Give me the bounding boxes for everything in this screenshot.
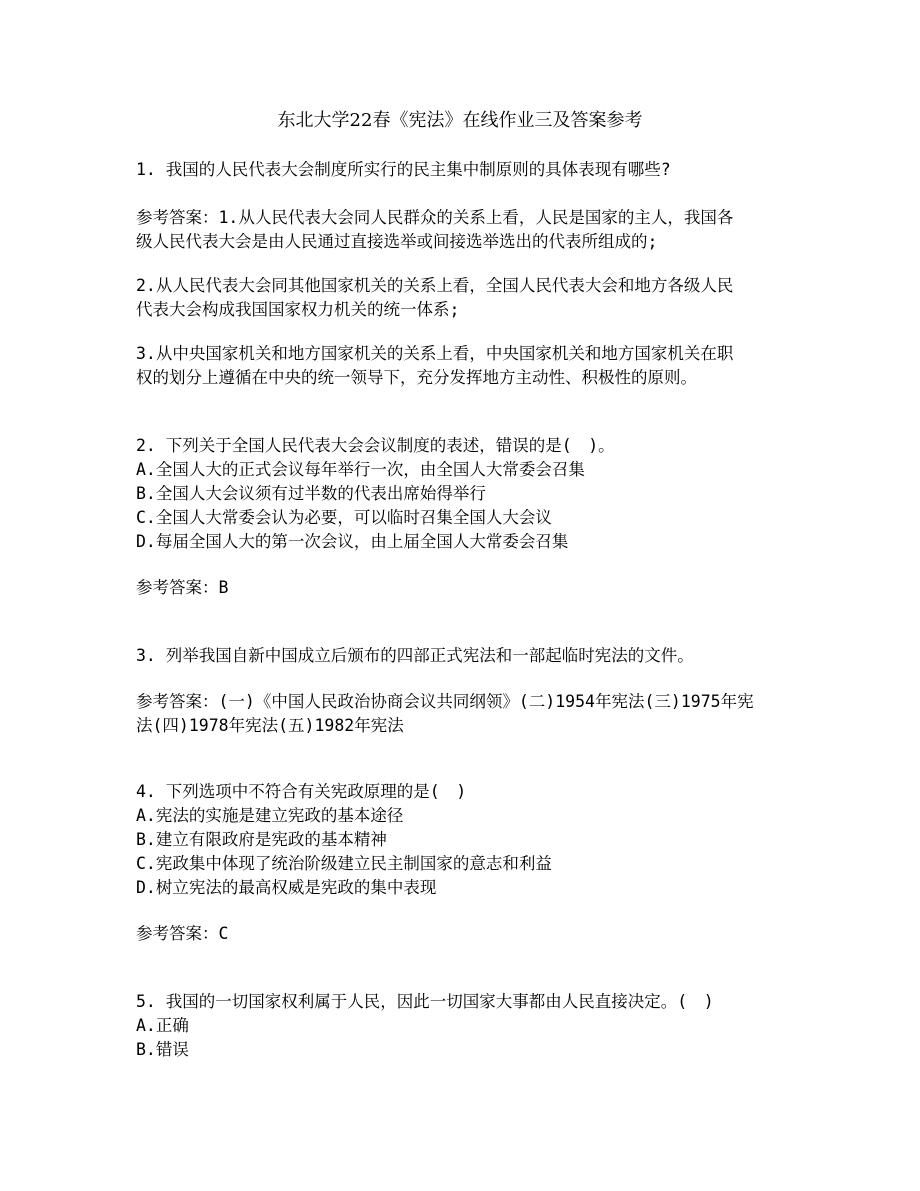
- answer-1-line-3: 2.从人民代表大会同其他国家机关的关系上看，全国人民代表大会和地方各级人民: [136, 276, 734, 295]
- question-5-option-a: A.正确: [136, 1016, 189, 1035]
- answer-2: 参考答案：B: [136, 578, 229, 597]
- answer-1-line-6: 权的划分上遵循在中央的统一领导下，充分发挥地方主动性、积极性的原则。: [136, 368, 697, 387]
- question-2-option-c: C.全国人大常委会认为必要，可以临时召集全国人大会议: [136, 508, 552, 527]
- question-2-option-d: D.每届全国人大的第一次会议，由上届全国人大常委会召集: [136, 532, 569, 551]
- question-4-option-a: A.宪法的实施是建立宪政的基本途径: [136, 806, 404, 825]
- answer-1-line-1: 参考答案：1.从人民代表大会同人民群众的关系上看，人民是国家的主人，我国各: [136, 208, 734, 227]
- question-4-option-b: B.建立有限政府是宪政的基本精神: [136, 830, 387, 849]
- question-4-option-c: C.宪政集中体现了统治阶级建立民主制国家的意志和利益: [136, 854, 552, 873]
- answer-4: 参考答案：C: [136, 924, 229, 943]
- question-4-option-d: D.树立宪法的最高权威是宪政的集中表现: [136, 878, 437, 897]
- answer-1-line-5: 3.从中央国家机关和地方国家机关的关系上看，中央国家机关和地方国家机关在职: [136, 344, 734, 363]
- answer-3-line-2: 法(四)1978年宪法(五)1982年宪法: [136, 716, 404, 735]
- question-1-text: 1. 我国的人民代表大会制度所实行的民主集中制原则的具体表现有哪些?: [136, 160, 671, 179]
- answer-1-line-2: 级人民代表大会是由人民通过直接选举或间接选举选出的代表所组成的;: [136, 232, 658, 251]
- question-2-text: 2. 下列关于全国人民代表大会会议制度的表述，错误的是( )。: [136, 436, 615, 455]
- question-2-option-b: B.全国人大会议须有过半数的代表出席始得举行: [136, 484, 486, 503]
- question-5-text: 5. 我国的一切国家权利属于人民，因此一切国家大事都由人民直接决定。( ): [136, 992, 714, 1011]
- question-3-text: 3. 列举我国自新中国成立后颁布的四部正式宪法和一部起临时宪法的文件。: [136, 646, 694, 665]
- question-2-option-a: A.全国人大的正式会议每年举行一次，由全国人大常委会召集: [136, 460, 585, 479]
- answer-1-line-4: 代表大会构成我国国家权力机关的统一体系;: [136, 300, 460, 319]
- answer-3-line-1: 参考答案：(一)《中国人民政治协商会议共同纲领》(二)1954年宪法(三)1975年宪: [136, 692, 754, 711]
- question-4-text: 4. 下列选项中不符合有关宪政原理的是( ): [136, 782, 467, 801]
- page-title: 东北大学22春《宪法》在线作业三及答案参考: [277, 110, 643, 131]
- question-5-option-b: B.错误: [136, 1040, 189, 1059]
